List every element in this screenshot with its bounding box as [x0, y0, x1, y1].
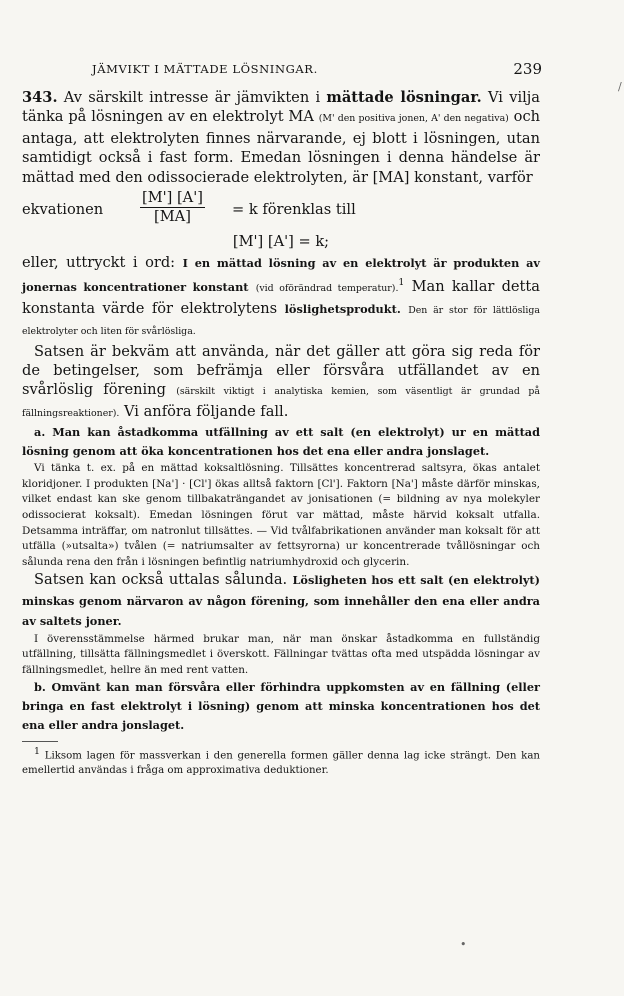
- fraction: [140, 189, 205, 226]
- paragraph-1b: och antaga, att elektrolyten finnes närvarande, ej blott i lösningen, utan samtidigt också i fast form. Emedan lösningen i denna händelse är mättad med den odissocierade elektrolyten, är [MA] konstant, varför: [22, 108, 541, 186]
- law-statement: I en mättad lösning av en elektrolyt är produkten av jonernas koncentrationer konstant: [22, 256, 540, 295]
- case-a-label: a.: [34, 425, 46, 440]
- equation-product: [M'] [A'] = k;: [232, 233, 330, 251]
- footnote: [22, 745, 540, 779]
- paragraph-3: [22, 342, 540, 424]
- case-a-note: I överensstämmelse härmed brukar man, när man önskar åstadkomma en fullständig utfällning, tillsätta fällningsmedlet i överskott. Fällningar tvättas ofta med utspädda lösningar av fällningsmedlet, hellre än med rent vatten.: [22, 632, 540, 676]
- margin-mark: /: [618, 80, 622, 93]
- fraction-numerator: [M'] [A']: [142, 189, 203, 207]
- section-title: mättade lösningar.: [326, 89, 482, 106]
- case-a-rule-intro: Satsen kan också uttalas sålunda.: [34, 571, 288, 589]
- footnote-divider: [22, 741, 58, 742]
- solubility-product-term: löslighetsprodukt.: [284, 301, 401, 316]
- case-a-heading: [22, 423, 540, 461]
- page-number: 239: [513, 60, 542, 78]
- equation-fraction: [22, 189, 540, 231]
- section-intro: Av särskilt intresse är jämvikten i: [63, 89, 321, 106]
- paragraph-1-note: (M' den positiva jonen, A' den negativa): [318, 113, 509, 125]
- case-b-heading-text: Omvänt kan man försvåra eller förhindra uppkomsten av en fällning (eller bringa en fast elektrolyt i lösning) genom att minska koncentrationen hos det ena eller andra jonslaget.: [22, 680, 540, 733]
- equation-rhs: = k förenklas till: [232, 201, 356, 219]
- paragraph-3a: Satsen är bekväm att använda, när det gäller att göra sig reda för de betingelser, som befrämja eller försvåra utfällandet av en svårlöslig förening: [22, 342, 540, 399]
- law-note: (vid oförändrad temperatur).: [255, 283, 399, 295]
- fraction-denominator: [MA]: [154, 208, 191, 226]
- footnote-marker: 1: [34, 746, 40, 758]
- paragraph-3b: Vi anföra följande fall.: [124, 402, 289, 420]
- case-b-heading: [22, 678, 540, 735]
- case-a-rule-statement: Lösligheten hos ett salt (en elektrolyt) minskas genom närvaron av någon förening, som innehåller den ena eller andra av saltets joner.: [22, 573, 541, 629]
- footnote-text: Liksom lagen för massverkan i den generella formen gäller denna lag icke strängt. Den kan emellertid användas i fråga om approximativa deduktioner.: [22, 750, 540, 777]
- ink-speck: •: [460, 938, 467, 951]
- case-a-text: Vi tänka t. ex. på en mättad koksaltlösning. Tillsättes koncentrerad saltsyra, ökas antalet kloridjoner. I produkten [Na'] · [Cl'] ökas alltså faktorn [Cl']. Faktorn [Na'] måste därför minskas, vilket endast kan ske genom tillbakaträngandet av jonisationen (= bildning av nya molekyler odissocierat koksalt). Emedan lösningen förut var mättad, måste härvid koksalt utfalla. Detsamma inträffar, om natronlut tillsättes. — Vid tvålfabrikationen använder man koksalt för att utfälla (»utsalta») tvålen (= natriumsalter av fettsyrorna) ur koncentrerade tvållösningar och sålunda rena den från i lösningen befintlig natriumhydroxid och glycerin.: [22, 462, 540, 568]
- footnote-ref: 1: [398, 277, 405, 289]
- paragraph-2-small: Den är stor för lättlösliga elektrolyter och liten för svårlösliga.: [22, 304, 540, 338]
- paragraph-1a: Vi vilja tänka på lösningen av en elektrolyt MA: [22, 89, 540, 126]
- paragraph-2: [22, 253, 540, 341]
- paragraph-3-note: (särskilt viktigt i analytiska kemien, som väsentligt är grundad på fällningsreaktioner).: [22, 386, 541, 419]
- section-number: 343.: [22, 89, 58, 106]
- paragraph-2b: Man kallar detta konstanta värde för elektrolytens: [22, 278, 540, 317]
- case-a-heading-text: Man kan åstadkomma utfällning av ett salt (en elektrolyt) ur en mättad lösning genom att öka koncentrationen hos det ena eller andra jonslaget.: [22, 425, 541, 459]
- running-title: JÄMVIKT I MÄTTADE LÖSNINGAR.: [92, 62, 318, 76]
- paragraph-2a: eller, uttryckt i ord:: [22, 254, 176, 272]
- equation-label: ekvationen: [22, 201, 104, 219]
- page-body: [22, 88, 540, 779]
- case-b-label: b.: [34, 680, 46, 695]
- running-header: [22, 62, 542, 80]
- section-paragraph-intro: [22, 88, 540, 187]
- case-a-rule: [22, 570, 540, 631]
